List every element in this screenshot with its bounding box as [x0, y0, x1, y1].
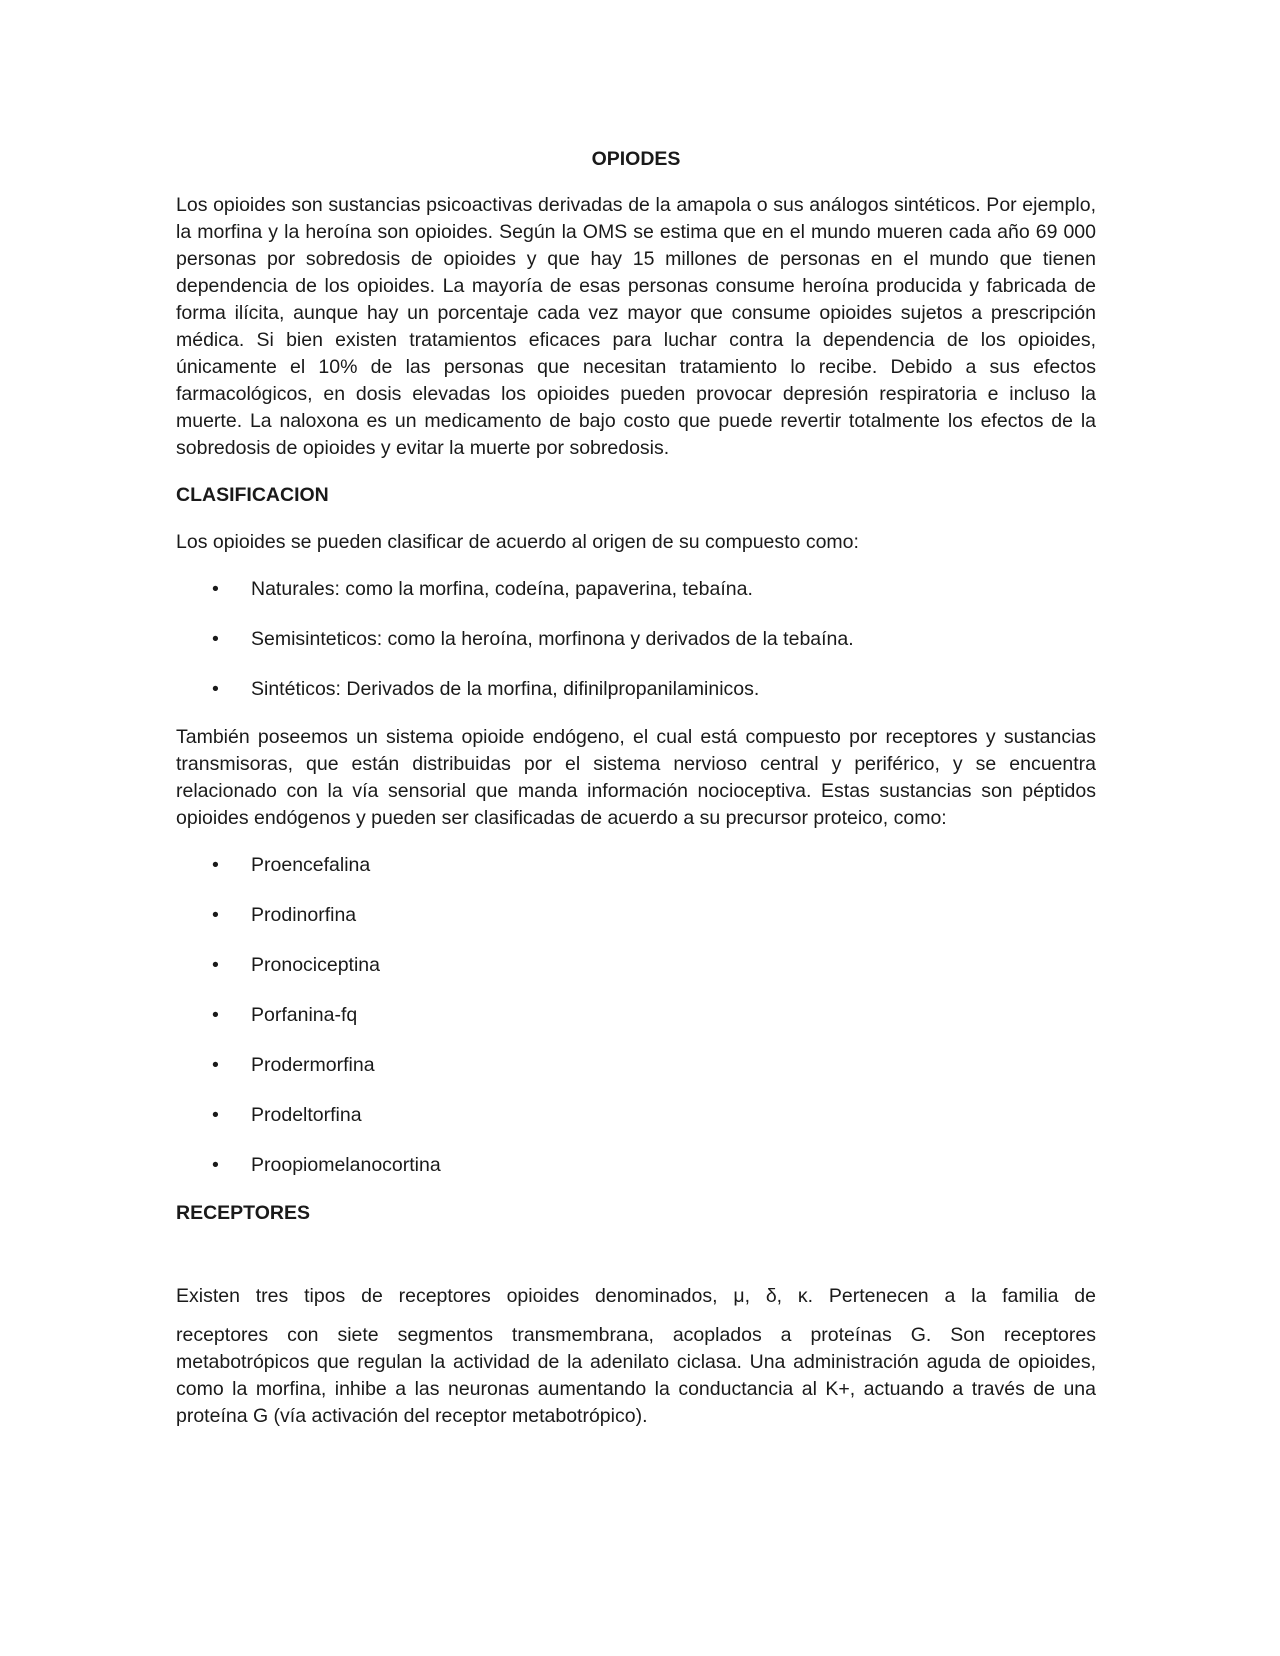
list-item	[176, 852, 1096, 879]
endogenous-paragraph: También poseemos un sistema opioide endógeno, el cual está compuesto por receptores y sustancias transmisoras, que están distribuidas por el sistema nervioso central y periférico, y se encuentra relacionado con la vía sensorial que manda información nocioceptiva. Estas sustancias son péptidos opioides endógenos y pueden ser clasificadas de acuerdo a su precursor proteico, como:	[176, 726, 1096, 829]
document-body	[176, 146, 1096, 1430]
bullet-icon: •	[212, 1104, 219, 1126]
bullet-icon: •	[212, 678, 219, 700]
list-item-text: Prodinorfina	[251, 904, 357, 926]
precursor-list	[176, 852, 1096, 1179]
bullet-icon: •	[212, 578, 219, 600]
list-item	[176, 626, 1096, 653]
list-item-text: Proencefalina	[251, 854, 371, 876]
bullet-icon: •	[212, 1054, 219, 1076]
bullet-icon: •	[212, 854, 219, 876]
origin-classification-list	[176, 576, 1096, 703]
list-item	[176, 576, 1096, 603]
list-item-text: Sintéticos: Derivados de la morfina, difinilpropanilaminicos.	[251, 678, 760, 700]
list-item	[176, 676, 1096, 703]
section-heading-receptores: RECEPTORES	[176, 1202, 311, 1224]
bullet-icon: •	[212, 628, 219, 650]
list-item-text: Semisinteticos: como la heroína, morfinona y derivados de la tebaína.	[251, 628, 854, 650]
receptores-paragraph-rest: receptores con siete segmentos transmembrana, acoplados a proteínas G. Son receptores metabotrópicos que regulan la actividad de la adenilato ciclasa. Una administración aguda de opioides, como la morfina, inhibe a las neuronas aumentando la conductancia al K+, actuando a través de una proteína G (vía activación del receptor metabotrópico).	[176, 1324, 1096, 1427]
list-item	[176, 902, 1096, 929]
list-item	[176, 1002, 1096, 1029]
bullet-icon: •	[212, 1004, 219, 1026]
clasificacion-intro: Los opioides se pueden clasificar de acuerdo al origen de su compuesto como:	[176, 531, 859, 553]
page-title: OPIODES	[591, 148, 681, 170]
intro-paragraph: Los opioides son sustancias psicoactivas derivadas de la amapola o sus análogos sintéticos. Por ejemplo, la morfina y la heroína son opioides. Según la OMS se estima que en el mundo mueren cada año 69 000 personas por sobredosis de opioides y que hay 15 millones de personas en el mundo que tienen dependencia de los opioides. La mayoría de esas personas consume heroína producida y fabricada de forma ilícita, aunque hay un porcentaje cada vez mayor que consume opioides sujetos a prescripción médica. Si bien existen tratamientos eficaces para luchar contra la dependencia de los opioides, únicamente el 10% de las personas que necesitan tratamiento lo recibe. Debido a sus efectos farmacológicos, en dosis elevadas los opioides pueden provocar depresión respiratoria e incluso la muerte. La naloxona es un medicamento de bajo costo que puede revertir totalmente los efectos de la sobredosis de opioides y evitar la muerte por sobredosis.	[176, 194, 1096, 459]
list-item	[176, 1052, 1096, 1079]
list-item-text: Prodeltorfina	[251, 1104, 362, 1126]
list-item	[176, 1102, 1096, 1129]
bullet-icon: •	[212, 954, 219, 976]
list-item-text: Prodermorfina	[251, 1054, 375, 1076]
list-item-text: Porfanina-fq	[251, 1004, 358, 1026]
list-item	[176, 1152, 1096, 1179]
list-item-text: Naturales: como la morfina, codeína, papaverina, tebaína.	[251, 578, 753, 600]
bullet-icon: •	[212, 904, 219, 926]
bullet-icon: •	[212, 1154, 219, 1176]
receptores-paragraph-first-line: Existen tres tipos de receptores opioides denominados, μ, δ, κ. Pertenecen a la familia de	[176, 1285, 1096, 1307]
list-item-text: Proopiomelanocortina	[251, 1154, 441, 1176]
list-item	[176, 952, 1096, 979]
list-item-text: Pronociceptina	[251, 954, 380, 976]
section-heading-clasificacion: CLASIFICACION	[176, 484, 329, 506]
